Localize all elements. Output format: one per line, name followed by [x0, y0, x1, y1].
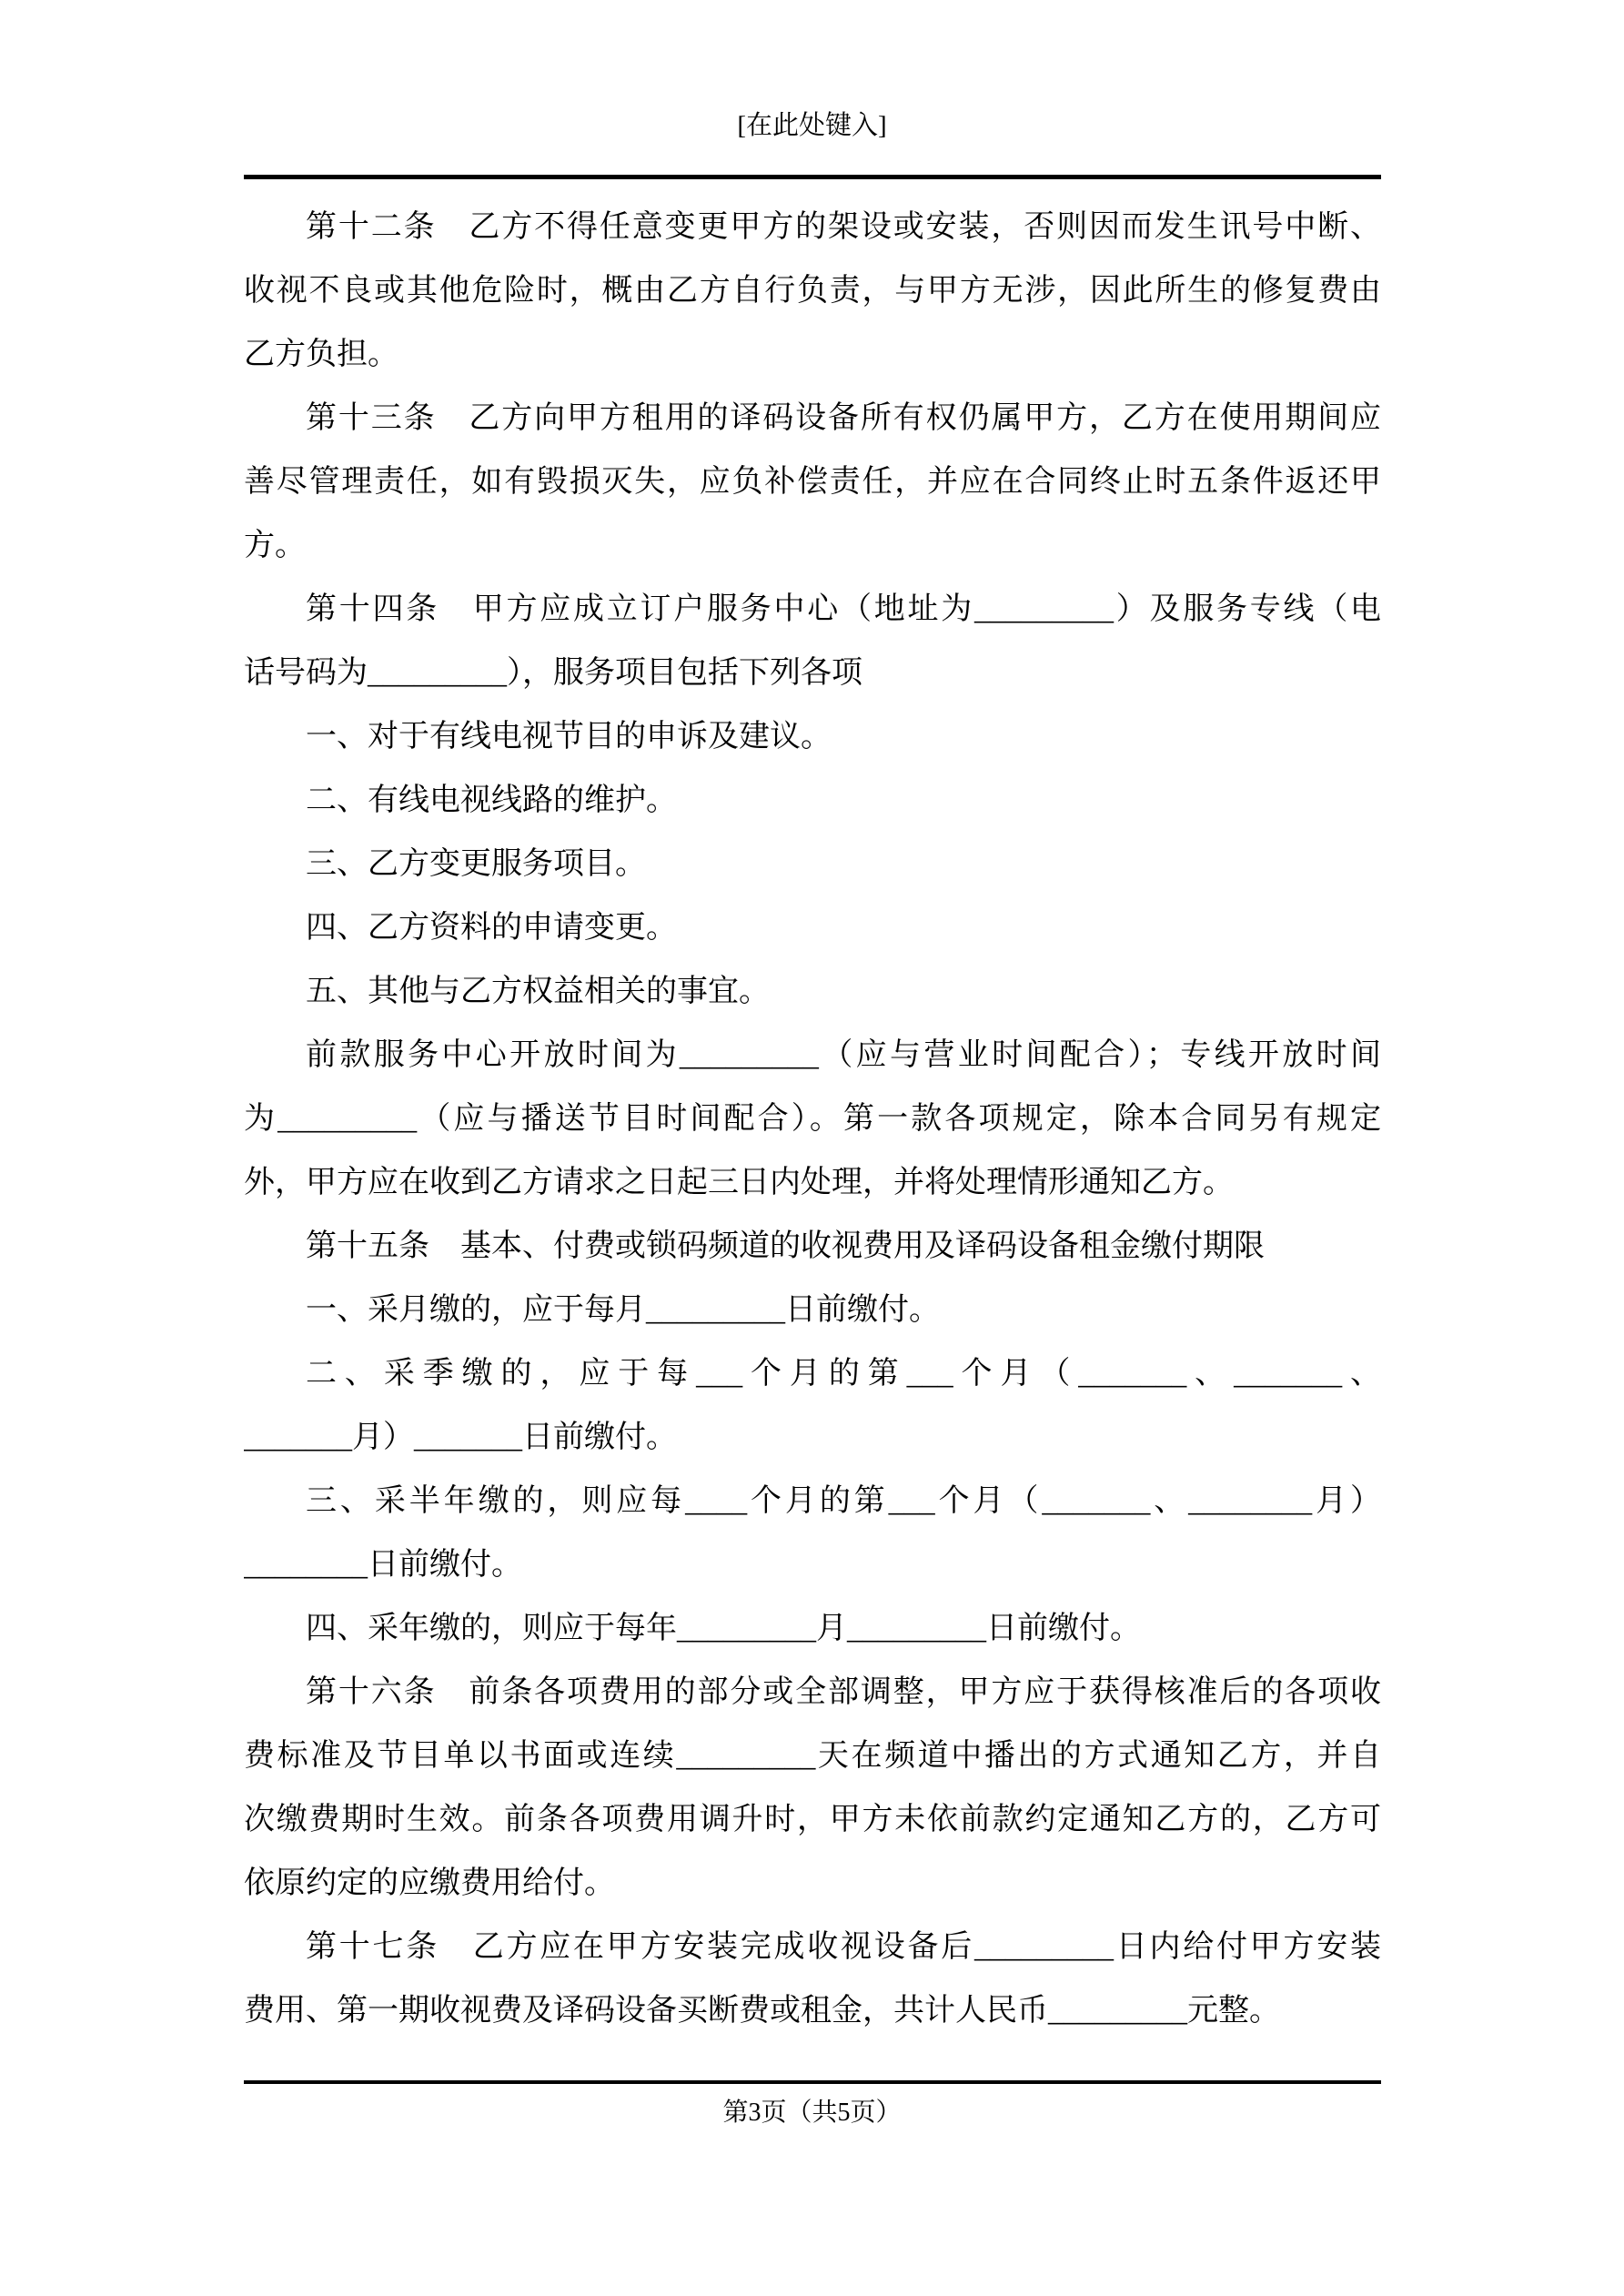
paragraph-line: 善尽管理责任，如有毁损灭失，应负补偿责任，并应在合同终止时五条件返还甲 — [244, 465, 1381, 499]
contract-body — [244, 196, 1381, 2043]
paragraph-line: 费用、第一期收视费及译码设备买断费或租金，共计人民币_________元整。 — [244, 1994, 1280, 2028]
paragraph-line: 三、乙方变更服务项目。 — [306, 847, 646, 881]
paragraph-line: 第十七条 乙方应在甲方安装完成收视设备后_________日内给付甲方安装 — [306, 1930, 1381, 1964]
paragraph-line: 第十五条 基本、付费或锁码频道的收视费用及译码设备租金缴付期限 — [306, 1229, 1265, 1263]
footer-divider — [244, 2080, 1381, 2084]
paragraph-line: 四、乙方资料的申请变更。 — [306, 911, 677, 945]
paragraph-line: 乙方负担。 — [244, 338, 398, 371]
paragraph-line: 话号码为_________），服务项目包括下列各项 — [244, 656, 862, 690]
header-divider — [244, 175, 1381, 179]
paragraph-line: 五、其他与乙方权益相关的事宜。 — [306, 975, 770, 1008]
paragraph-line: 二、有线电视线路的维护。 — [306, 784, 677, 817]
paragraph-line: 一、采月缴的，应于每月_________日前缴付。 — [306, 1293, 940, 1327]
paragraph-line: 第十四条 甲方应成立订户服务中心（地址为_________）及服务专线（电 — [306, 592, 1381, 626]
paragraph-line: 为_________（应与播送节目时间配合）。第一款各项规定，除本合同另有规定 — [244, 1102, 1381, 1136]
paragraph-line: 费标准及节目单以书面或连续_________天在频道中播出的方式通知乙方，并自 — [244, 1739, 1381, 1773]
paragraph-line: ________日前缴付。 — [244, 1548, 522, 1582]
header-placeholder: [在此处键入] — [737, 111, 887, 140]
paragraph-line: 第十六条 前条各项费用的部分或全部调整，甲方应于获得核准后的各项收 — [306, 1675, 1381, 1709]
page-number: 第3页（共5页） — [722, 2099, 902, 2127]
paragraph-line: 次缴费期时生效。前条各项费用调升时，甲方未依前款约定通知乙方的，乙方可 — [244, 1803, 1381, 1836]
paragraph-line: 收视不良或其他危险时，概由乙方自行负责，与甲方无涉，因此所生的修复费由 — [244, 274, 1381, 308]
paragraph-line: _______月）_______日前缴付。 — [244, 1421, 677, 1454]
paragraph-line: 一、对于有线电视节目的申诉及建议。 — [306, 720, 832, 754]
paragraph-line: 四、采年缴的，则应于每年_________月_________日前缴付。 — [306, 1612, 1141, 1645]
paragraph-line: 二、采季缴的，应于每___个月的第___个月（_______、_______、 — [306, 1357, 1381, 1391]
paragraph-line: 依原约定的应缴费用给付。 — [244, 1866, 615, 1900]
paragraph-line: 前款服务中心开放时间为_________（应与营业时间配合）；专线开放时间 — [306, 1038, 1381, 1072]
paragraph-line: 三、采半年缴的，则应每____个月的第___个月（_______、________月） — [306, 1484, 1381, 1518]
paragraph-line: 第十三条 乙方向甲方租用的译码设备所有权仍属甲方，乙方在使用期间应 — [306, 401, 1381, 435]
paragraph-line: 方。 — [244, 529, 306, 562]
paragraph-line: 第十二条 乙方不得任意变更甲方的架设或安装，否则因而发生讯号中断、 — [306, 210, 1381, 244]
paragraph-line: 外，甲方应在收到乙方请求之日起三日内处理，并将处理情形通知乙方。 — [244, 1166, 1234, 1199]
